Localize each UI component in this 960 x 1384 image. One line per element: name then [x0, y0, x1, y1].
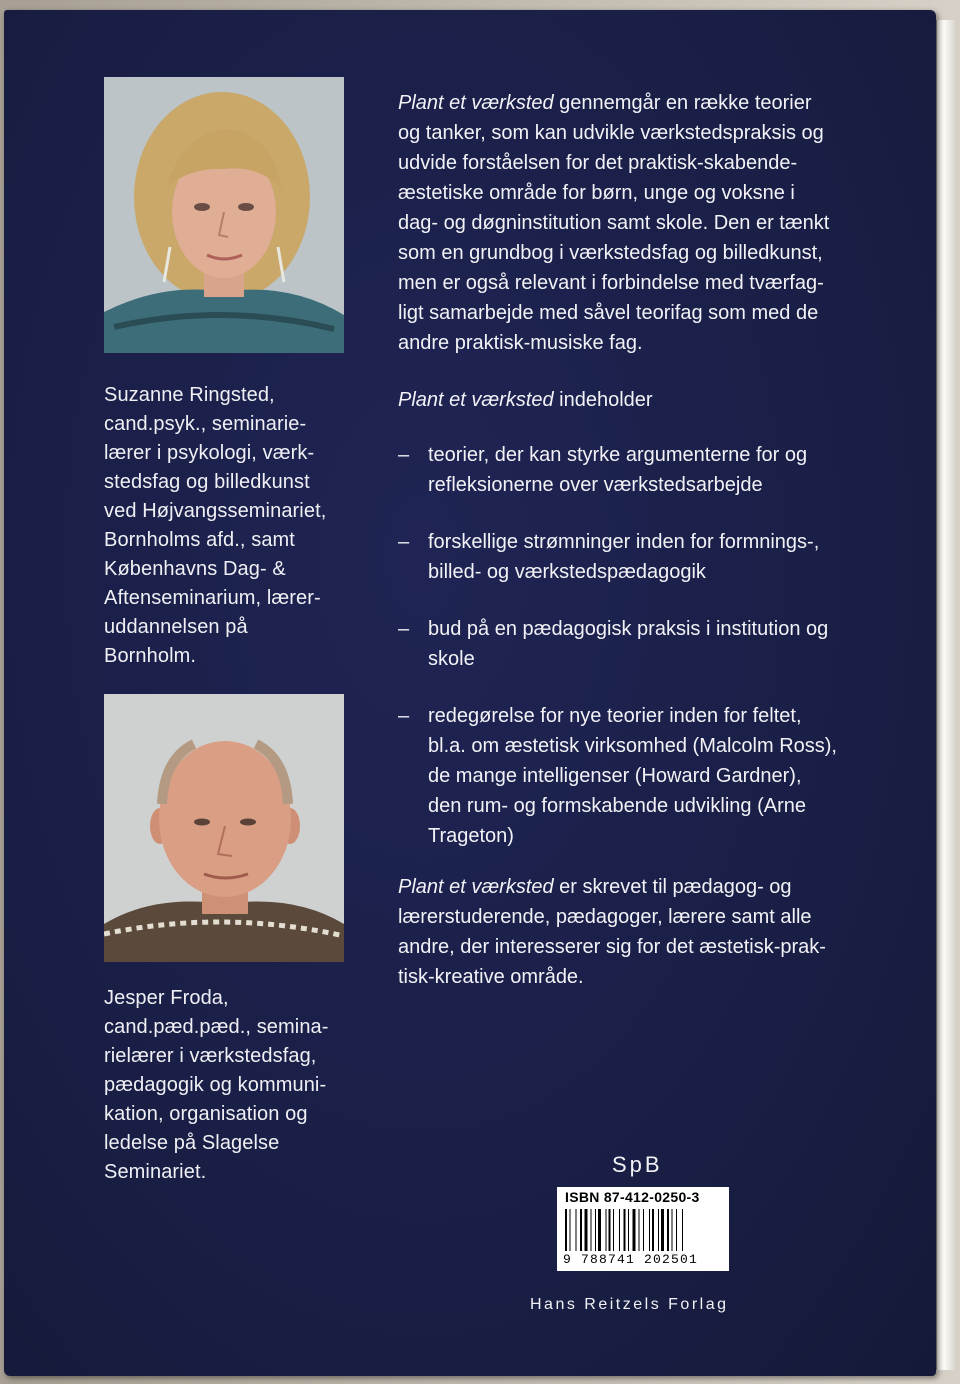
barcode-digits: 9 788741 202501 [563, 1252, 699, 1267]
list-item [398, 614, 876, 674]
list-item [398, 440, 876, 500]
barcode-bar [667, 1209, 669, 1251]
list-item [398, 701, 876, 851]
book-title-italic: Plant et værksted [398, 389, 554, 411]
barcode-bar [658, 1209, 659, 1251]
barcode-bar [633, 1209, 636, 1251]
intro-text: gennemgår en række teorier og tanker, som kan udvikle værkstedspraksis og udvide forståelsen for det praktisk-skabende- æstetiske område for børn, unge og voksne i dag- og døgninstitution samt skole. Den er tænkt som en grundbog i værkstedsfag og billedkunst, men er også relevant i forbindelse med tværfag- ligt samarbejde med såvel teorifag som med de andre praktisk-musiske fag. [398, 92, 830, 354]
barcode-bar [598, 1209, 601, 1251]
author-photo-jesper [104, 694, 344, 962]
barcode-bar [682, 1209, 683, 1251]
list-item-text: bud på en pædagogisk praksis i institution og skole [428, 618, 829, 670]
barcode-bar [676, 1209, 677, 1251]
barcode-bar [649, 1209, 650, 1251]
barcode-bar [613, 1209, 614, 1251]
intro-paragraph [398, 88, 876, 358]
list-item-text: forskellige strømninger inden for formnings-, billed- og værkstedspædagogik [428, 531, 820, 583]
barcode-bar [652, 1209, 654, 1251]
book-title-italic: Plant et værksted [398, 92, 554, 114]
barcode-bar [595, 1209, 596, 1251]
barcode-bar [643, 1209, 644, 1251]
isbn-number: ISBN 87-412-0250-3 [565, 1189, 700, 1205]
barcode-bar [591, 1209, 592, 1251]
list-item-text: teorier, der kan styrke argumenterne for og refleksionerne over værkstedsarbejde [428, 444, 808, 496]
contains-text: indeholder [553, 389, 653, 411]
barcode-bar [570, 1209, 571, 1251]
barcode-bar [609, 1209, 611, 1251]
barcode-bar [661, 1209, 664, 1251]
list-item [398, 527, 876, 587]
dash-bullet: – [398, 618, 410, 640]
publisher-logo-text: SpB [612, 1152, 663, 1177]
book-title-italic: Plant et værksted [398, 876, 554, 898]
dash-bullet: – [398, 444, 410, 466]
barcode-bar [639, 1209, 640, 1251]
barcode-bar [606, 1209, 607, 1251]
list-item-text: redegørelse for nye teorier inden for feltet, bl.a. om æstetisk virksomhed (Malcolm Ross), de mange intelligenser (Howard Gardner), den rum- og formskabende udvikling (Arne Trageton) [428, 705, 837, 847]
barcode-bar [585, 1209, 588, 1251]
barcode-bar [628, 1209, 629, 1251]
closing-text: er skrevet til pædagog- og lærerstuderende, pædagoger, lærere samt alle andre, der interesserer sig for det æstetisk-prak- tisk-kreative område. [398, 876, 826, 988]
barcode-icon [563, 1209, 723, 1251]
dash-bullet: – [398, 705, 410, 727]
page-edges [936, 20, 955, 1370]
barcode-bar [576, 1209, 577, 1251]
barcode-bar [624, 1209, 626, 1251]
dash-bullet: – [398, 531, 410, 553]
author-photo-suzanne [104, 77, 344, 353]
isbn-barcode-label [557, 1187, 729, 1271]
contents-list [398, 440, 876, 878]
barcode-bar [619, 1209, 620, 1251]
closing-paragraph [398, 872, 876, 992]
barcode-bar [672, 1209, 673, 1251]
barcode-bar [580, 1209, 582, 1251]
publisher-name: Hans Reitzels Forlag [530, 1296, 729, 1313]
author2-bio: Jesper Froda, cand.pæd.pæd., semina- rielærer i værkstedsfag, pædagogik og kommuni- kation, organisation og ledelse på Slagelse Seminariet. [104, 987, 329, 1183]
contains-heading [398, 385, 876, 415]
barcode-bar [565, 1209, 567, 1251]
author1-bio: Suzanne Ringsted, cand.psyk., seminarie- lærer i psykologi, værk- stedsfag og billedkunst ved Højvangsseminariet, Bornholms afd., samt Københavns Dag- & Aftenseminarium, lærer- uddannelsen på Bornholm. [104, 384, 327, 667]
